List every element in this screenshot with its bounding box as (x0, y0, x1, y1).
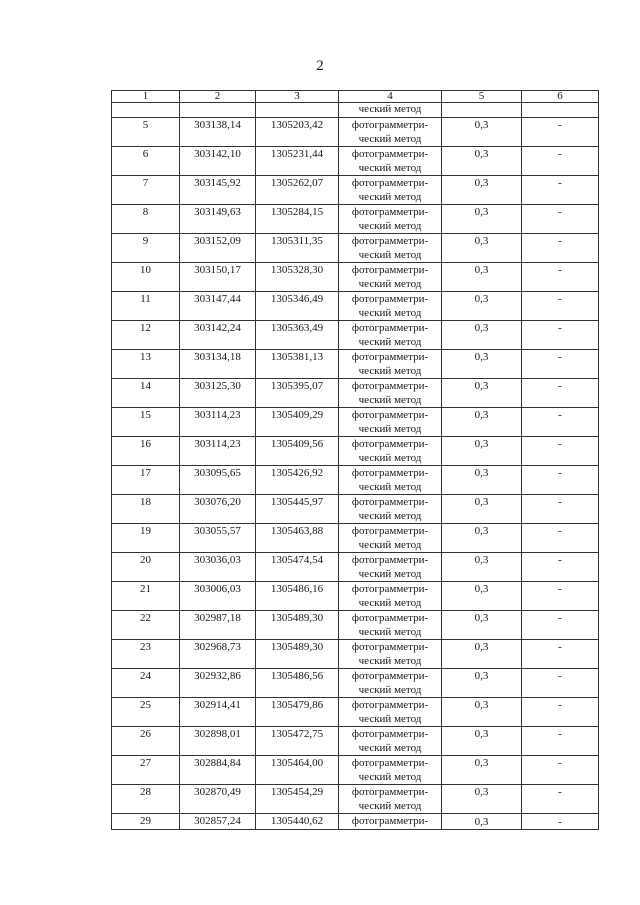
y-coordinate-cell: 1305231,44 (256, 147, 339, 176)
note-cell: - (522, 437, 599, 466)
method-line: ческий метод (358, 394, 422, 406)
table-row (112, 582, 599, 611)
point-number-cell: 5 (112, 118, 180, 147)
accuracy-cell: 0,3 (442, 234, 522, 263)
point-number-cell: 7 (112, 176, 180, 205)
method-line: фотограмметри- (351, 438, 429, 450)
x-coordinate-cell: 303152,09 (180, 234, 256, 263)
accuracy-cell: 0,3 (442, 495, 522, 524)
y-coordinate-cell: 1305454,29 (256, 785, 339, 814)
method-line: ческий метод (358, 539, 422, 551)
method-line: ческий метод (358, 336, 422, 348)
method-line: ческий метод (358, 249, 422, 261)
method-line: ческий метод (358, 742, 422, 754)
method-line: фотограмметри- (351, 786, 429, 798)
table-row (112, 263, 599, 292)
table-row (112, 379, 599, 408)
table-row (112, 727, 599, 756)
method-continuation-cell: ческий метод (339, 103, 442, 118)
accuracy-cell: 0,3 (442, 205, 522, 234)
y-coordinate-cell: 1305409,56 (256, 437, 339, 466)
method-line: фотограмметри- (351, 409, 429, 421)
method-line: ческий метод (358, 365, 422, 377)
accuracy-cell: 0,3 (442, 611, 522, 640)
table-row (112, 234, 599, 263)
x-coordinate-cell: 303150,17 (180, 263, 256, 292)
point-number-cell: 17 (112, 466, 180, 495)
page-number: 2 (316, 58, 324, 74)
method-line: ческий метод (358, 713, 422, 725)
method-line: фотограмметри- (351, 351, 429, 363)
method-line: ческий метод (358, 162, 422, 174)
accuracy-cell: 0,3 (442, 350, 522, 379)
method-line: фотограмметри- (351, 235, 429, 247)
column-header: 2 (180, 91, 256, 103)
table-row (112, 640, 599, 669)
method-cell (339, 437, 442, 466)
y-coordinate-cell: 1305445,97 (256, 495, 339, 524)
method-line: фотограмметри- (351, 322, 429, 334)
accuracy-cell: 0,3 (442, 785, 522, 814)
accuracy-cell: 0,3 (442, 176, 522, 205)
table-row (112, 669, 599, 698)
table-row (112, 205, 599, 234)
method-cell (339, 176, 442, 205)
point-number-cell: 6 (112, 147, 180, 176)
method-cell (339, 524, 442, 553)
point-number-cell: 16 (112, 437, 180, 466)
x-coordinate-cell: 302870,49 (180, 785, 256, 814)
note-cell: - (522, 292, 599, 321)
point-number-cell: 10 (112, 263, 180, 292)
y-coordinate-cell: 1305262,07 (256, 176, 339, 205)
column-header: 3 (256, 91, 339, 103)
method-line: ческий метод (358, 800, 422, 812)
table-row (112, 698, 599, 727)
y-coordinate-cell: 1305346,49 (256, 292, 339, 321)
y-coordinate-cell: 1305489,30 (256, 640, 339, 669)
point-number-cell: 11 (112, 292, 180, 321)
point-number-cell: 15 (112, 408, 180, 437)
y-coordinate-cell: 1305463,88 (256, 524, 339, 553)
accuracy-cell: 0,3 (442, 727, 522, 756)
continuation-row (112, 103, 599, 118)
method-line: фотограмметри- (351, 264, 429, 276)
method-line: ческий метод (358, 133, 422, 145)
table-row (112, 408, 599, 437)
y-coordinate-cell: 1305474,54 (256, 553, 339, 582)
y-coordinate-cell: 1305486,56 (256, 669, 339, 698)
column-header: 4 (339, 91, 442, 103)
point-number-cell: 22 (112, 611, 180, 640)
x-coordinate-cell: 302914,41 (180, 698, 256, 727)
method-cell (339, 785, 442, 814)
method-cell (339, 640, 442, 669)
y-coordinate-cell: 1305440,62 (256, 814, 339, 830)
method-cell (339, 495, 442, 524)
note-cell: - (522, 582, 599, 611)
method-line: ческий метод (358, 481, 422, 493)
x-coordinate-cell: 303125,30 (180, 379, 256, 408)
method-line: фотограмметри- (351, 496, 429, 508)
x-coordinate-cell: 303134,18 (180, 350, 256, 379)
method-cell (339, 321, 442, 350)
method-line: фотограмметри- (351, 525, 429, 537)
empty-cell (180, 103, 256, 118)
y-coordinate-cell: 1305464,00 (256, 756, 339, 785)
x-coordinate-cell: 302898,01 (180, 727, 256, 756)
method-cell (339, 147, 442, 176)
x-coordinate-cell: 303114,23 (180, 408, 256, 437)
method-cell (339, 205, 442, 234)
method-line: ческий метод (358, 626, 422, 638)
accuracy-cell: 0,3 (442, 321, 522, 350)
method-cell (339, 292, 442, 321)
table-row (112, 814, 599, 830)
table-row (112, 785, 599, 814)
method-line: фотограмметри- (351, 612, 429, 624)
note-cell: - (522, 118, 599, 147)
table-header-row (112, 91, 599, 103)
x-coordinate-cell: 303145,92 (180, 176, 256, 205)
method-cell (339, 234, 442, 263)
y-coordinate-cell: 1305284,15 (256, 205, 339, 234)
note-cell: - (522, 234, 599, 263)
accuracy-cell: 0,3 (442, 814, 522, 830)
method-cell (339, 611, 442, 640)
method-line: фотограмметри- (351, 467, 429, 479)
note-cell: - (522, 611, 599, 640)
point-number-cell: 13 (112, 350, 180, 379)
method-line: ческий метод (358, 307, 422, 319)
accuracy-cell: 0,3 (442, 437, 522, 466)
method-line: ческий метод (358, 220, 422, 232)
y-coordinate-cell: 1305479,86 (256, 698, 339, 727)
point-number-cell: 28 (112, 785, 180, 814)
x-coordinate-cell: 302857,24 (180, 814, 256, 830)
method-cell (339, 553, 442, 582)
x-coordinate-cell: 303006,03 (180, 582, 256, 611)
table-row (112, 553, 599, 582)
x-coordinate-cell: 302884,84 (180, 756, 256, 785)
table-row (112, 147, 599, 176)
note-cell: - (522, 553, 599, 582)
point-number-cell: 18 (112, 495, 180, 524)
method-line: фотограмметри- (351, 206, 429, 218)
y-coordinate-cell: 1305311,35 (256, 234, 339, 263)
accuracy-cell: 0,3 (442, 408, 522, 437)
note-cell: - (522, 176, 599, 205)
note-cell: - (522, 350, 599, 379)
method-line: фотограмметри- (351, 177, 429, 189)
method-cell (339, 263, 442, 292)
y-coordinate-cell: 1305409,29 (256, 408, 339, 437)
note-cell: - (522, 263, 599, 292)
y-coordinate-cell: 1305426,92 (256, 466, 339, 495)
point-number-cell: 26 (112, 727, 180, 756)
empty-cell (112, 103, 180, 118)
method-line: ческий метод (358, 568, 422, 580)
note-cell: - (522, 408, 599, 437)
y-coordinate-cell: 1305381,13 (256, 350, 339, 379)
point-number-cell: 20 (112, 553, 180, 582)
point-number-cell: 19 (112, 524, 180, 553)
method-line: фотограмметри- (351, 119, 429, 131)
column-header: 1 (112, 91, 180, 103)
table-row (112, 350, 599, 379)
method-line: фотограмметри- (351, 583, 429, 595)
accuracy-cell: 0,3 (442, 292, 522, 321)
empty-cell (256, 103, 339, 118)
note-cell: - (522, 698, 599, 727)
point-number-cell: 14 (112, 379, 180, 408)
note-cell: - (522, 756, 599, 785)
y-coordinate-cell: 1305472,75 (256, 727, 339, 756)
method-line: ческий метод (358, 510, 422, 522)
column-header: 6 (522, 91, 599, 103)
method-cell (339, 379, 442, 408)
x-coordinate-cell: 303095,65 (180, 466, 256, 495)
table-row (112, 495, 599, 524)
point-number-cell: 9 (112, 234, 180, 263)
point-number-cell: 29 (112, 814, 180, 830)
table-row (112, 466, 599, 495)
empty-cell (522, 103, 599, 118)
method-line: ческий метод (358, 452, 422, 464)
note-cell: - (522, 785, 599, 814)
x-coordinate-cell: 303142,24 (180, 321, 256, 350)
table-row (112, 176, 599, 205)
method-cell (339, 350, 442, 379)
method-line: фотограмметри- (351, 554, 429, 566)
point-number-cell: 8 (112, 205, 180, 234)
x-coordinate-cell: 302968,73 (180, 640, 256, 669)
method-cell (339, 582, 442, 611)
y-coordinate-cell: 1305486,16 (256, 582, 339, 611)
x-coordinate-cell: 303147,44 (180, 292, 256, 321)
x-coordinate-cell: 302932,86 (180, 669, 256, 698)
note-cell: - (522, 205, 599, 234)
accuracy-cell: 0,3 (442, 263, 522, 292)
method-line: фотограмметри- (351, 380, 429, 392)
method-cell (339, 698, 442, 727)
x-coordinate-cell: 303076,20 (180, 495, 256, 524)
method-line: ческий метод (358, 597, 422, 609)
x-coordinate-cell: 303142,10 (180, 147, 256, 176)
table-row (112, 437, 599, 466)
accuracy-cell: 0,3 (442, 756, 522, 785)
y-coordinate-cell: 1305395,07 (256, 379, 339, 408)
y-coordinate-cell: 1305489,30 (256, 611, 339, 640)
accuracy-cell: 0,3 (442, 466, 522, 495)
method-cell (339, 669, 442, 698)
method-line: ческий метод (358, 684, 422, 696)
note-cell: - (522, 495, 599, 524)
table-row (112, 524, 599, 553)
method-line: фотограмметри- (351, 148, 429, 160)
note-cell: - (522, 640, 599, 669)
method-line: фотограмметри- (351, 641, 429, 653)
method-line: фотограмметри- (351, 699, 429, 711)
note-cell: - (522, 379, 599, 408)
x-coordinate-cell: 302987,18 (180, 611, 256, 640)
x-coordinate-cell: 303149,63 (180, 205, 256, 234)
point-number-cell: 23 (112, 640, 180, 669)
empty-cell (442, 103, 522, 118)
table-row (112, 292, 599, 321)
note-cell: - (522, 669, 599, 698)
point-number-cell: 21 (112, 582, 180, 611)
table-row (112, 118, 599, 147)
accuracy-cell: 0,3 (442, 669, 522, 698)
method-cell (339, 727, 442, 756)
method-cell: фотограмметри- (339, 814, 442, 830)
table-row (112, 321, 599, 350)
table-row (112, 611, 599, 640)
method-line: ческий метод (358, 278, 422, 290)
accuracy-cell: 0,3 (442, 147, 522, 176)
note-cell: - (522, 814, 599, 830)
accuracy-cell: 0,3 (442, 582, 522, 611)
note-cell: - (522, 147, 599, 176)
x-coordinate-cell: 303114,23 (180, 437, 256, 466)
note-cell: - (522, 524, 599, 553)
accuracy-cell: 0,3 (442, 698, 522, 727)
point-number-cell: 24 (112, 669, 180, 698)
accuracy-cell: 0,3 (442, 640, 522, 669)
method-line: фотограмметри- (351, 670, 429, 682)
y-coordinate-cell: 1305203,42 (256, 118, 339, 147)
method-line: фотограмметри- (351, 728, 429, 740)
accuracy-cell: 0,3 (442, 379, 522, 408)
point-number-cell: 27 (112, 756, 180, 785)
coordinates-table (111, 90, 599, 830)
table-row (112, 756, 599, 785)
x-coordinate-cell: 303055,57 (180, 524, 256, 553)
column-header: 5 (442, 91, 522, 103)
method-line: фотограмметри- (351, 293, 429, 305)
note-cell: - (522, 321, 599, 350)
method-line: фотограмметри- (351, 757, 429, 769)
note-cell: - (522, 727, 599, 756)
x-coordinate-cell: 303138,14 (180, 118, 256, 147)
point-number-cell: 12 (112, 321, 180, 350)
note-cell: - (522, 466, 599, 495)
method-line: ческий метод (358, 191, 422, 203)
method-cell (339, 408, 442, 437)
method-line: ческий метод (358, 423, 422, 435)
accuracy-cell: 0,3 (442, 524, 522, 553)
method-line: ческий метод (358, 655, 422, 667)
method-line: ческий метод (358, 771, 422, 783)
method-cell (339, 756, 442, 785)
point-number-cell: 25 (112, 698, 180, 727)
y-coordinate-cell: 1305363,49 (256, 321, 339, 350)
method-cell (339, 118, 442, 147)
y-coordinate-cell: 1305328,30 (256, 263, 339, 292)
accuracy-cell: 0,3 (442, 553, 522, 582)
method-cell (339, 466, 442, 495)
accuracy-cell: 0,3 (442, 118, 522, 147)
x-coordinate-cell: 303036,03 (180, 553, 256, 582)
